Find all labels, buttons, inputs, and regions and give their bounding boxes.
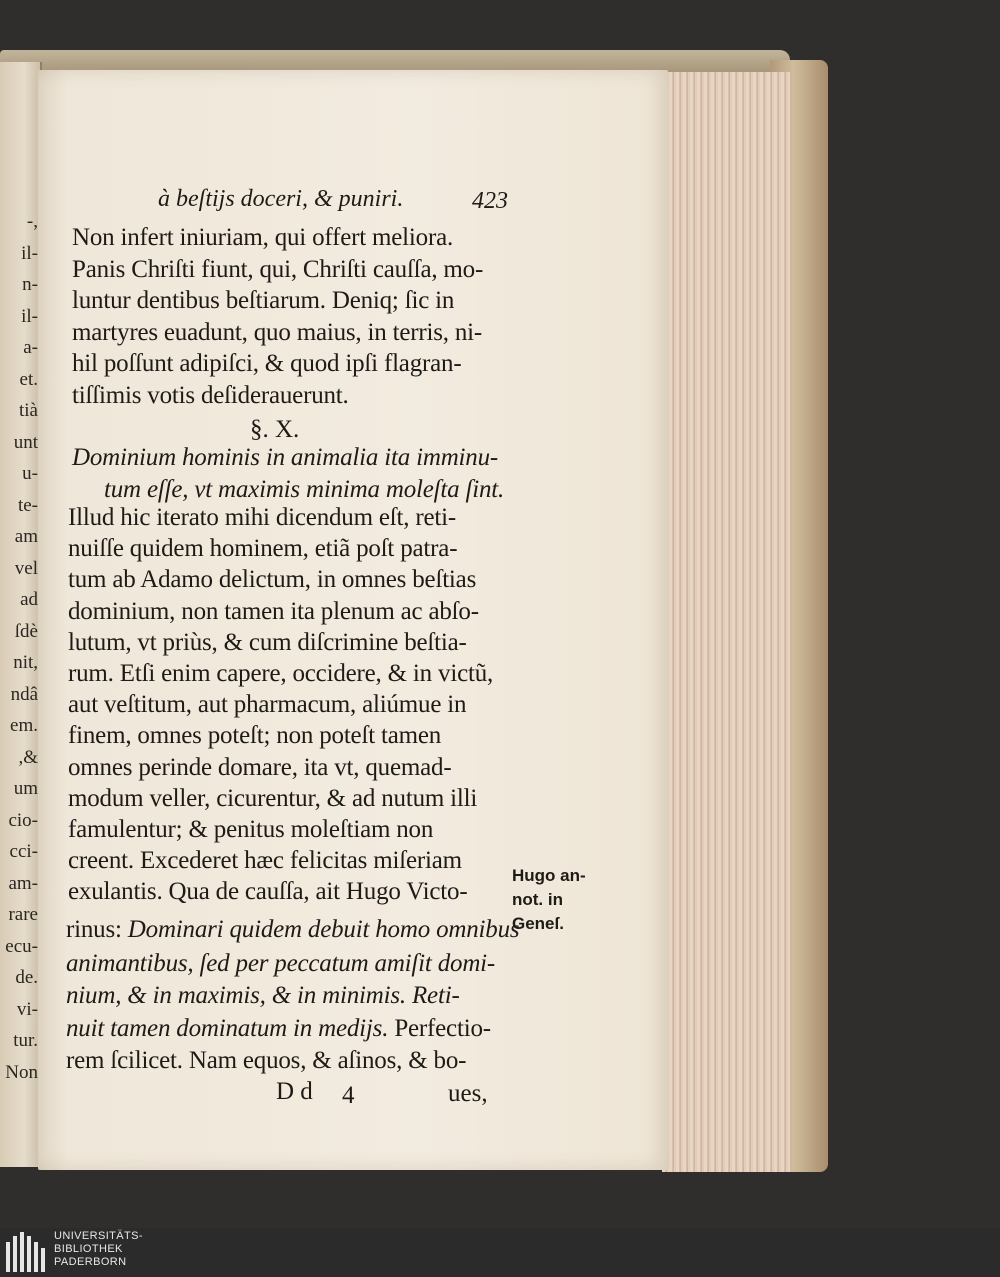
library-logo-icon xyxy=(6,1232,48,1272)
text-line: modum veller, cicurentur, & ad nutum illi xyxy=(68,784,478,812)
page-number: 423 xyxy=(472,188,508,214)
left-page-text-fragment: te- xyxy=(17,494,38,516)
margin-note-line: not. in xyxy=(512,890,563,909)
left-page-text-fragment: am xyxy=(14,526,38,547)
left-page-text-fragment: tià xyxy=(19,400,38,421)
text-line: aut veſtitum, aut pharmacum, aliúmue in xyxy=(68,691,467,719)
left-page-text-fragment: cci- xyxy=(9,841,38,862)
quote-line: animantibus, ſed per peccatum amiſit domi- xyxy=(66,950,496,977)
left-page-text-fragment: ad xyxy=(20,589,38,610)
left-page-text-fragment: ſdè xyxy=(14,620,38,642)
left-page-text-fragment: il- xyxy=(21,242,38,264)
text-line: omnes perinde domare, ita vt, quemad- xyxy=(68,753,452,781)
text-line: rum. Etſi enim capere, occidere, & in victũ, xyxy=(68,660,494,687)
left-page-text-fragment: n- xyxy=(22,274,38,295)
text-line: tum ab Adamo delictum, in omnes beſtias xyxy=(68,566,477,594)
text-line: Illud hic iterato mihi dicendum eſt, reti- xyxy=(68,504,457,531)
section-mark: §. X. xyxy=(250,416,300,443)
signature-letters: D d xyxy=(276,1078,313,1105)
text-line: finem, omnes poteſt; non poteſt tamen xyxy=(68,722,442,750)
left-page-text-fragment: u- xyxy=(22,463,38,484)
heading-line: Dominium hominis in animalia ita imminu- xyxy=(72,444,499,471)
heading-line: tum eſſe, vt maximis minima moleſta ſint. xyxy=(104,476,505,503)
left-page-fragment xyxy=(0,62,42,1167)
text-roman: Perfectio- xyxy=(388,1015,491,1042)
institution-line: PADERBORN xyxy=(54,1256,127,1268)
text-line: luntur dentibus beſtiarum. Deniq; ſic in xyxy=(72,287,455,314)
left-page-text-fragment: unt xyxy=(13,431,38,453)
last-line: rem ſcilicet. Nam equos, & aſinos, & bo- xyxy=(66,1047,467,1074)
left-page-text-fragment: et. xyxy=(19,368,38,390)
left-page-text-fragment: il- xyxy=(21,305,38,327)
text-line: nuiſſe quidem hominem, etiã poſt patra- xyxy=(68,535,458,563)
quote-line-4 xyxy=(66,1016,491,1041)
text-line: Panis Chriſti fiunt, qui, Chriſti cauſſa, mo- xyxy=(72,255,484,283)
left-page-text-fragment: um xyxy=(13,778,38,799)
left-page-text-fragment: ecu- xyxy=(5,935,38,957)
text-line: dominium, non tamen ita plenum ac abſo- xyxy=(68,597,479,625)
text-roman: rinus: xyxy=(66,916,128,943)
left-page-text-fragment: ,& xyxy=(18,746,38,768)
text-italic: nuit tamen dominatum in medijs. xyxy=(66,1015,389,1042)
catchword: ues, xyxy=(448,1080,488,1107)
signature-number: 4 xyxy=(342,1082,355,1109)
left-page-text-fragment: am- xyxy=(8,872,38,894)
text-line: Non infert iniuriam, qui offert meliora. xyxy=(72,224,454,251)
quote-line-1 xyxy=(66,917,519,942)
text-line: lutum, vt priùs, & cum diſcrimine beſtia- xyxy=(68,628,467,656)
institution-line: BIBLIOTHEK xyxy=(54,1243,123,1255)
text-line: exulantis. Qua de cauſſa, ait Hugo Victo- xyxy=(68,878,468,906)
left-page-text-fragment: vel xyxy=(14,557,38,579)
margin-note-line: Geneſ. xyxy=(512,914,564,933)
left-page-text-fragment: a- xyxy=(23,337,38,358)
left-page-text-fragment: cio- xyxy=(8,809,38,831)
left-page-text-fragment: rare xyxy=(8,904,38,925)
running-head: à beſtijs doceri, & puniri. xyxy=(158,186,404,212)
left-page-text-fragment: nit, xyxy=(13,652,38,673)
footer-bar xyxy=(0,1228,1000,1277)
left-page-text-fragment: -, xyxy=(26,211,38,232)
text-line: tiſſimis votis deſiderauerunt. xyxy=(72,381,349,409)
left-page-text-fragment: em. xyxy=(10,715,38,736)
text-line: famulentur; & penitus moleſtiam non xyxy=(68,816,434,843)
text-italic: Dominari quidem debuit homo omnibus xyxy=(127,916,520,943)
text-line: creent. Excederet hæc felicitas miſeriam xyxy=(68,847,462,875)
left-page-text-fragment: ndâ xyxy=(10,683,38,705)
left-page-text-fragment: Non xyxy=(5,1061,38,1083)
left-page-text-fragment: tur. xyxy=(13,1030,38,1051)
left-page-text-fragment: vi- xyxy=(16,998,38,1020)
institution-name xyxy=(54,1230,143,1269)
text-line: hil poſſunt adipiſci, & quod ipſi flagran- xyxy=(72,350,462,377)
quote-line: nium, & in maximis, & in minimis. Reti- xyxy=(66,982,460,1009)
margin-note-line: Hugo an- xyxy=(512,866,586,885)
left-page-text-fragment: de. xyxy=(15,967,38,988)
book-top-edge xyxy=(0,50,790,72)
institution-line: UNIVERSITÄTS- xyxy=(54,1230,143,1242)
page-edges xyxy=(662,72,790,1172)
text-line: martyres euadunt, quo maius, in terris, ni- xyxy=(72,318,483,346)
